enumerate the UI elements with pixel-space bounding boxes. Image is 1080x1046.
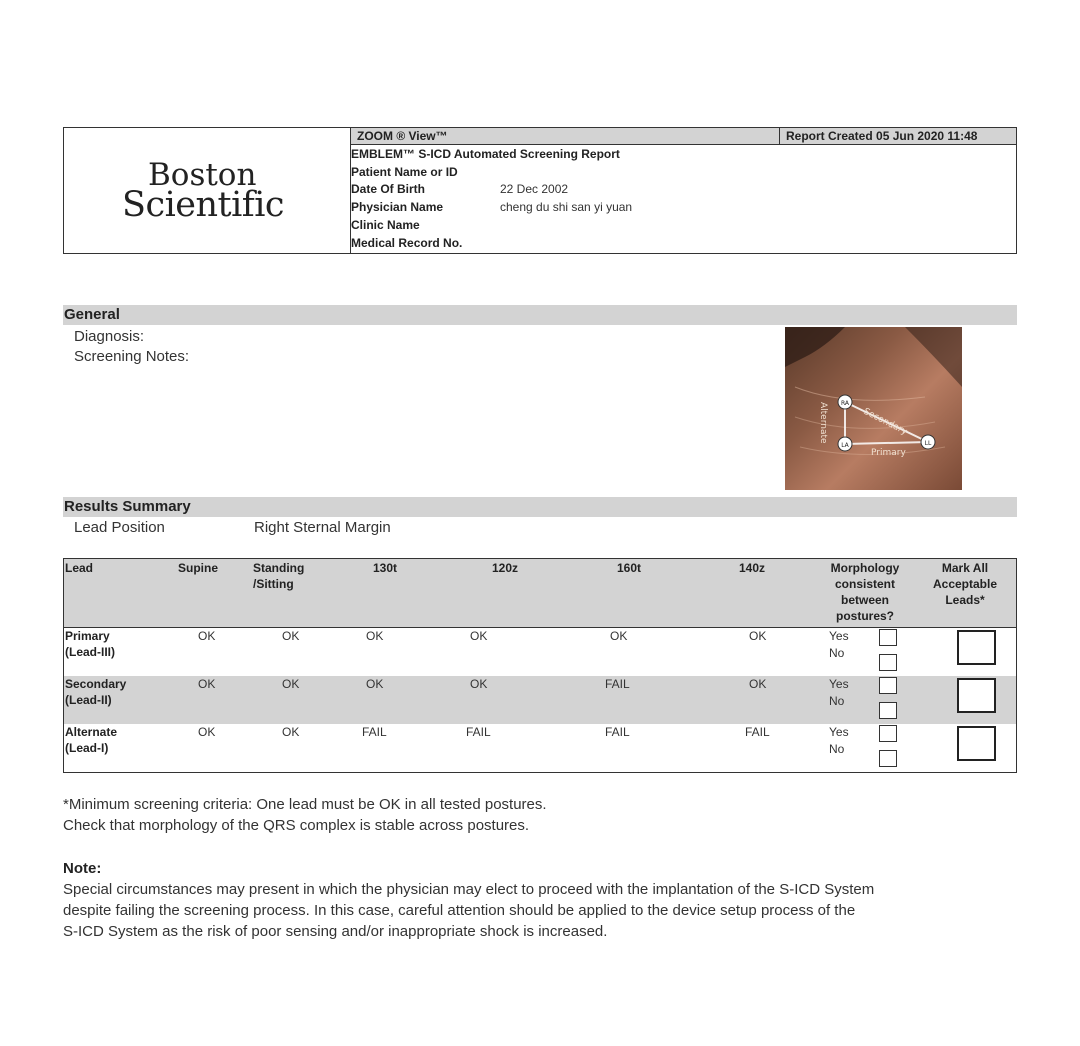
- 160t-result: FAIL: [605, 725, 630, 739]
- alternate-label: Alternate: [818, 402, 828, 444]
- note-line-1: Special circumstances may present in which the physician may elect to proceed with the implantation of the S-ICD System: [63, 881, 875, 898]
- results-section-title: Results Summary: [63, 497, 1017, 517]
- 160t-result: FAIL: [605, 677, 630, 691]
- no-checkbox[interactable]: [879, 750, 897, 767]
- dob-label: Date Of Birth: [351, 182, 426, 196]
- yes-label: Yes: [829, 725, 849, 739]
- yes-label: Yes: [829, 677, 849, 691]
- patient-name-label: Patient Name or ID: [351, 165, 458, 179]
- logo-line-2: Scientific: [122, 185, 285, 225]
- col-140z: 140z: [739, 561, 766, 575]
- record-label: Medical Record No.: [351, 236, 463, 250]
- note-title: Note:: [63, 860, 102, 877]
- report-header: [63, 127, 1017, 254]
- diagnosis-label: Diagnosis:: [74, 328, 145, 345]
- lead-name: Primary (Lead-III): [65, 629, 115, 659]
- supine-result: OK: [198, 725, 216, 739]
- lead-name: Alternate (Lead-I): [65, 725, 118, 755]
- note-line-2: despite failing the screening process. In this case, careful attention should be applied to the device setup process of the: [63, 902, 856, 919]
- yes-label: Yes: [829, 629, 849, 643]
- boston-scientific-logo: [122, 158, 302, 228]
- col-130t: 130t: [373, 561, 398, 575]
- physician-label: Physician Name: [351, 200, 444, 214]
- clinic-label: Clinic Name: [351, 218, 420, 232]
- 160t-result: OK: [610, 629, 628, 643]
- chest-illustration: [785, 327, 962, 490]
- standing-result: OK: [282, 629, 300, 643]
- secondary-label: Secondary: [861, 406, 909, 438]
- col-standing: Standing /Sitting: [253, 561, 305, 591]
- dob-value: 22 Dec 2002: [500, 182, 569, 196]
- header-title-bar: [351, 128, 1016, 145]
- col-160t: 160t: [617, 561, 642, 575]
- 120z-result: FAIL: [466, 725, 491, 739]
- zoom-view-title: ZOOM ® View™: [357, 129, 448, 143]
- no-label: No: [829, 694, 845, 708]
- screening-criteria-note: *Minimum screening criteria: One lead must be OK in all tested postures.: [63, 796, 547, 813]
- 140z-result: OK: [749, 629, 767, 643]
- yes-checkbox[interactable]: [879, 629, 897, 646]
- yes-checkbox[interactable]: [879, 677, 897, 694]
- report-created-date: Report Created 05 Jun 2020 11:48: [779, 128, 1016, 144]
- col-120z: 120z: [492, 561, 519, 575]
- 140z-result: FAIL: [745, 725, 770, 739]
- no-label: No: [829, 742, 845, 756]
- col-lead: Lead: [65, 561, 94, 575]
- no-label: No: [829, 646, 845, 660]
- electrode-placement-image: [785, 327, 962, 490]
- report-title: EMBLEM™ S-ICD Automated Screening Report: [351, 147, 620, 161]
- table-row: [64, 724, 1016, 772]
- lead-position-label: Lead Position: [74, 519, 165, 536]
- yes-checkbox[interactable]: [879, 725, 897, 742]
- lead-name: Secondary (Lead-II): [65, 677, 127, 707]
- col-morphology: Morphology consistent between postures?: [830, 561, 900, 623]
- acceptable-lead-checkbox[interactable]: [957, 678, 996, 713]
- note-line-3: S-ICD System as the risk of poor sensing and/or inappropriate shock is increased.: [63, 923, 608, 940]
- lead-position-value: Right Sternal Margin: [254, 519, 391, 536]
- 140z-result: OK: [749, 677, 767, 691]
- standing-result: OK: [282, 725, 300, 739]
- standing-result: OK: [282, 677, 300, 691]
- logo-cell: [64, 128, 351, 253]
- table-row: [64, 676, 1016, 724]
- supine-result: OK: [198, 629, 216, 643]
- acceptable-lead-checkbox[interactable]: [957, 630, 996, 665]
- col-mark-all: Mark All Acceptable Leads*: [932, 561, 998, 607]
- physician-value: cheng du shi san yi yuan: [500, 200, 633, 214]
- acceptable-lead-checkbox[interactable]: [957, 726, 996, 761]
- la-label: LA: [841, 442, 849, 449]
- primary-label: Primary: [871, 448, 906, 458]
- 130t-result: OK: [366, 629, 384, 643]
- 130t-result: FAIL: [362, 725, 387, 739]
- no-checkbox[interactable]: [879, 654, 897, 671]
- ll-label: LL: [924, 440, 932, 447]
- 120z-result: OK: [470, 677, 488, 691]
- morphology-note: Check that morphology of the QRS complex is stable across postures.: [63, 817, 530, 834]
- 130t-result: OK: [366, 677, 384, 691]
- col-supine: Supine: [178, 561, 219, 575]
- table-header: [64, 559, 1016, 628]
- 120z-result: OK: [470, 629, 488, 643]
- general-section-title: General: [63, 305, 1017, 325]
- results-table: [63, 558, 1017, 773]
- supine-result: OK: [198, 677, 216, 691]
- no-checkbox[interactable]: [879, 702, 897, 719]
- screening-notes-label: Screening Notes:: [74, 348, 190, 365]
- table-row: [64, 628, 1016, 676]
- logo-line-1: Boston: [148, 157, 257, 193]
- ra-label: RA: [840, 400, 850, 407]
